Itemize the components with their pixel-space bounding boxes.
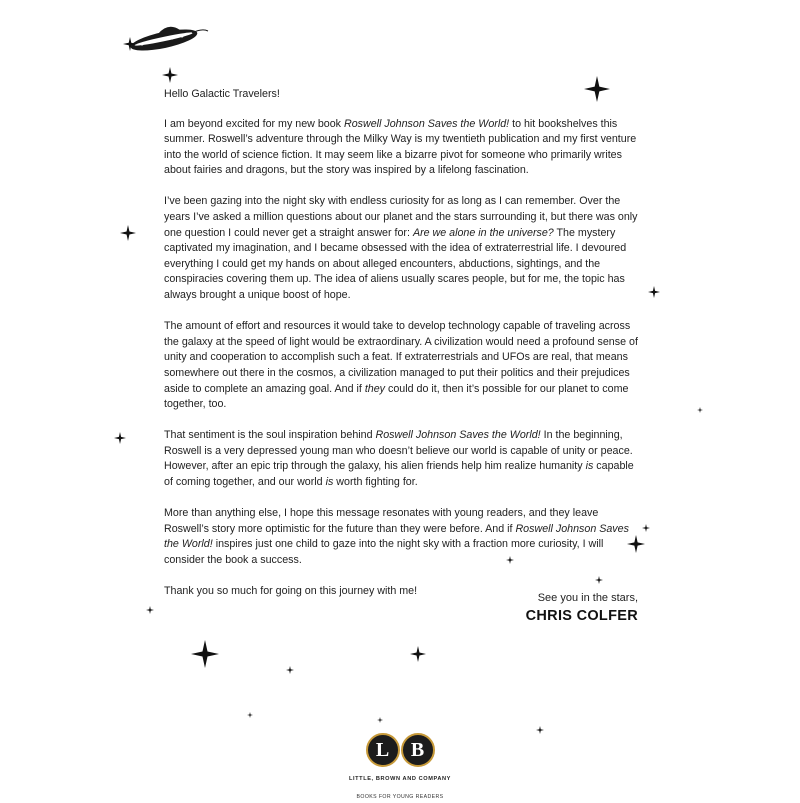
italic-run: Are we alone in the universe?	[412, 226, 554, 239]
text-run: capable of coming together, and our world	[164, 460, 634, 488]
publisher-logo	[348, 733, 452, 803]
sparkle-star-icon	[627, 535, 645, 553]
sparkle-star-icon	[123, 37, 137, 51]
italic-run: Roswell Johnson Saves the World!	[375, 429, 541, 442]
text-run: worth fighting for.	[333, 475, 418, 488]
italic-run: is	[325, 475, 334, 488]
sparkle-star-icon	[377, 717, 383, 723]
logo-letter-b: B	[401, 733, 435, 767]
ufo-icon	[128, 20, 212, 61]
sparkle-star-icon	[410, 646, 426, 662]
text-run: More than anything else, I hope this message resonates with young readers, and they leave Roswell’s story more optimistic for the future than they were before. And if	[164, 507, 599, 535]
text-run: I’ve been gazing into the night sky with endless curiosity for as long as I can remember. Over the years I’ve asked a million questions about our planet and the stars surrounding it, but there was only one question I could never get a straight answer for:	[164, 195, 638, 239]
text-run: That sentiment is the soul inspiration behind	[164, 429, 376, 442]
sparkle-star-icon	[120, 225, 136, 241]
text-run: inspires just one child to gaze into the night sky with a fraction more curiosity, I will consider the book a success.	[164, 538, 604, 566]
paragraph-6: Thank you so much for going on this journey with me!	[164, 584, 418, 597]
publisher-name: LITTLE, BROWN AND COMPANY	[348, 776, 452, 782]
sparkle-star-icon	[697, 407, 703, 413]
sparkle-star-icon	[584, 76, 610, 102]
sparkle-star-icon	[642, 524, 650, 532]
text-run: In the beginning, Roswell is a very depressed young man who doesn’t believe our world is capable of unity or peace. However, after an epic trip through the galaxy, his alien friends help him realize humanity	[164, 429, 633, 473]
text-run: The mystery captivated my imagination, and I became obsessed with the idea of extraterrestrial life. I devoured everything I could get my hands on about alleged encounters, abductions, sightings, and the conspiracies covering them up. The idea of aliens usually scares people, but for me, the topic has always brought a unique boost of hope.	[164, 226, 627, 302]
sparkle-star-icon	[114, 432, 126, 444]
signoff	[526, 590, 638, 624]
logo-letter-l: L	[366, 733, 400, 767]
paragraph-5	[164, 506, 642, 568]
sparkle-star-icon	[162, 67, 178, 83]
author-signature: CHRIS COLFER	[525, 608, 638, 624]
paragraph-2	[164, 194, 642, 303]
sparkle-star-icon	[595, 576, 603, 584]
italic-run: Roswell Johnson Saves the World!	[344, 117, 510, 130]
closing-line: See you in the stars,	[537, 592, 638, 604]
text-run: I am beyond excited for my new book	[164, 117, 344, 130]
sparkle-star-icon	[191, 640, 219, 668]
sparkle-star-icon	[286, 666, 294, 674]
letter-body	[164, 87, 642, 615]
sparkle-star-icon	[506, 556, 514, 564]
sparkle-star-icon	[247, 712, 253, 718]
greeting: Hello Galactic Travelers!	[164, 88, 280, 100]
italic-run: Roswell Johnson Saves the World!	[164, 522, 629, 551]
sparkle-star-icon	[536, 726, 544, 734]
italic-run: is	[585, 460, 594, 473]
paragraph-4	[164, 428, 642, 490]
paragraph-3	[164, 319, 642, 413]
text-run: could do it, then it’s possible for our planet to come together, too.	[164, 382, 629, 411]
publisher-tagline: BOOKS FOR YOUNG READERS	[356, 794, 444, 800]
sparkle-star-icon	[648, 286, 660, 298]
text-run: The amount of effort and resources it would take to develop technology capable of traveling across the galaxy at the speed of light would be extraordinary. A civilization would need a profound sense of unity and cooperation to accomplish such a feat. If extraterrestrials and UFOs are real, that means somewhere out there in the cosmos, a civilization managed to put their politics and their prejudices aside to complete an amazing goal. And if	[164, 320, 638, 395]
sparkle-star-icon	[146, 606, 154, 614]
paragraph-1	[164, 117, 642, 179]
text-run: to hit bookshelves this summer. Roswell’s adventure through the Milky Way is my twentieth publication and my first venture into the world of science fiction. It may seem like a bizarre pivot for someone who primarily writes about fairies and dragons, but the story was inspired by a lifelong fascination.	[164, 117, 637, 177]
logo-mark	[360, 733, 440, 767]
italic-run: they	[364, 382, 386, 395]
